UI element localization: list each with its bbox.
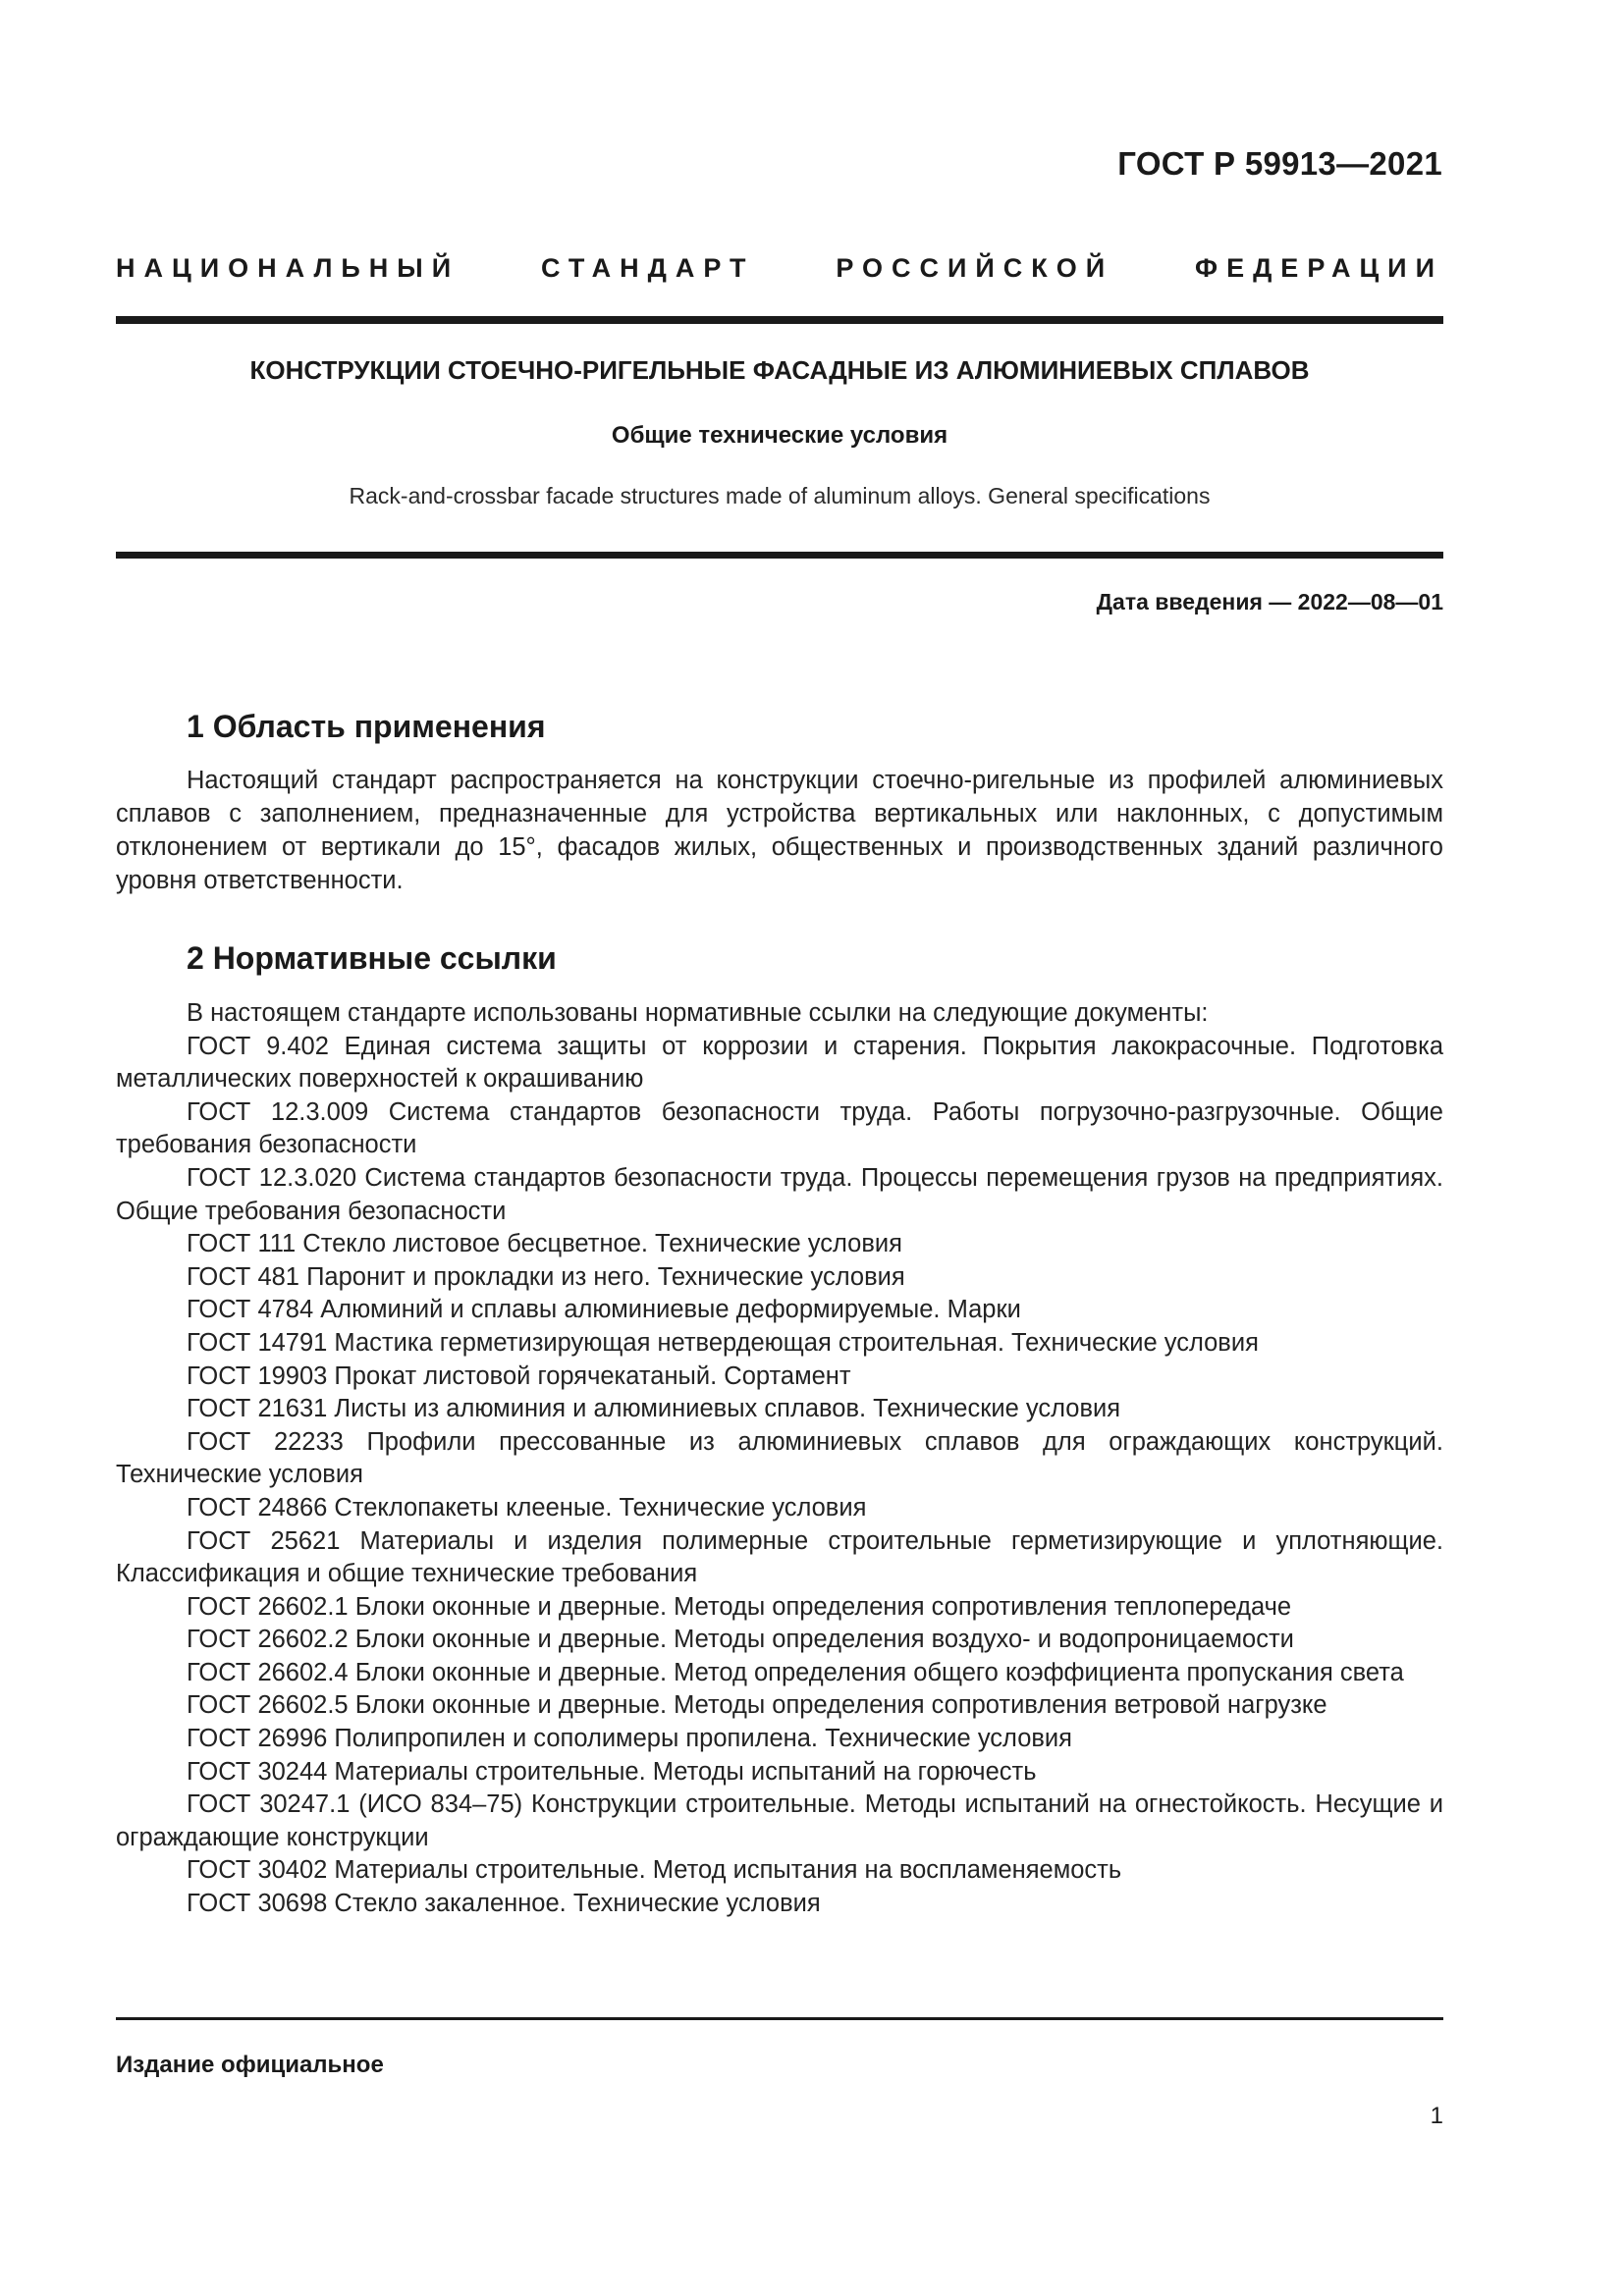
references-intro: В настоящем стандарте использованы нормативные ссылки на следующие документы: [187, 999, 1209, 1027]
reference-item: ГОСТ 26602.1 Блоки оконные и дверные. Методы определения сопротивления теплопередаче [187, 1592, 1292, 1621]
standard-subtitle: Общие технические условия [611, 422, 948, 449]
title-divider [116, 552, 1443, 559]
top-divider [116, 316, 1443, 324]
reference-item: ГОСТ 30402 Материалы строительные. Метод испытания на воспламеняемость [187, 1856, 1122, 1885]
reference-item: ГОСТ 14791 Мастика герметизирующая нетвердеющая строительная. Технические условия [187, 1328, 1259, 1357]
page-number: 1 [1430, 2103, 1443, 2129]
reference-item: ГОСТ 19903 Прокат листовой горячекатаный. Сортамент [187, 1362, 851, 1390]
reference-item: ГОСТ 26996 Полипропилен и сополимеры пропилена. Технические условия [187, 1725, 1072, 1753]
reference-item: ГОСТ 25621 Материалы и изделия полимерные строительные герметизирующие и уплотняющие. Классификация и общие технические требования [116, 1526, 1443, 1588]
document-number: ГОСТ Р 59913—2021 [1117, 145, 1442, 182]
reference-item: ГОСТ 30247.1 (ИСО 834–75) Конструкции строительные. Методы испытаний на огнестойкость. Несущие и ограждающие конструкции [116, 1790, 1443, 1851]
reference-item: ГОСТ 24866 Стеклопакеты клееные. Технические условия [187, 1493, 867, 1522]
normative-references-list [116, 997, 1443, 1921]
section-1-heading: 1 Область применения [187, 709, 546, 744]
reference-item: ГОСТ 30698 Стекло закаленное. Технические условия [187, 1890, 821, 1918]
reference-item: ГОСТ 26602.5 Блоки оконные и дверные. Методы определения сопротивления ветровой нагрузке [187, 1691, 1327, 1720]
reference-item: ГОСТ 30244 Материалы строительные. Методы испытаний на горючесть [187, 1757, 1037, 1786]
reference-item: ГОСТ 12.3.009 Система стандартов безопасности труда. Работы погрузочно-разгрузочные. Общие требования безопасности [116, 1097, 1443, 1159]
section-1-text: Настоящий стандарт распространяется на конструкции стоечно-ригельные из профилей алюминиевых сплавов с заполнением, предназначенные для устройства вертикальных или наклонных, с допустимым отклонением от вертикали до 15°, фасадов жилых, общественных и производственных зданий различного уровня ответственности. [116, 767, 1443, 894]
reference-item: ГОСТ 9.402 Единая система защиты от коррозии и старения. Покрытия лакокрасочные. Подготовка металлических поверхностей к окрашиванию [116, 1032, 1443, 1094]
standard-title: КОНСТРУКЦИИ СТОЕЧНО-РИГЕЛЬНЫЕ ФАСАДНЫЕ ИЗ АЛЮМИНИЕВЫХ СПЛАВОВ [249, 355, 1310, 385]
reference-item: ГОСТ 26602.2 Блоки оконные и дверные. Методы определения воздухо- и водопроницаемости [187, 1626, 1294, 1654]
reference-item: ГОСТ 481 Паронит и прокладки из него. Технические условия [187, 1262, 905, 1291]
reference-item: ГОСТ 21631 Листы из алюминия и алюминиевых сплавов. Технические условия [187, 1395, 1121, 1423]
standard-english-title: Rack-and-crossbar facade structures made of aluminum alloys. General specifications [349, 483, 1211, 508]
official-edition-label: Издание официальное [116, 2052, 384, 2078]
reference-item: ГОСТ 12.3.020 Система стандартов безопасности труда. Процессы перемещения грузов на предприятиях. Общие требования безопасности [116, 1163, 1443, 1225]
section-2-heading: 2 Нормативные ссылки [187, 940, 557, 976]
footer-divider [116, 2017, 1443, 2020]
reference-item: ГОСТ 26602.4 Блоки оконные и дверные. Метод определения общего коэффициента пропускания света [187, 1658, 1404, 1686]
reference-item: ГОСТ 22233 Профили прессованные из алюминиевых сплавов для ограждающих конструкций. Технические условия [116, 1427, 1443, 1489]
reference-item: ГОСТ 4784 Алюминий и сплавы алюминиевые деформируемые. Марки [187, 1296, 1021, 1324]
introduction-date: Дата введения — 2022—08—01 [1096, 589, 1443, 614]
reference-item: ГОСТ 111 Стекло листовое бесцветное. Технические условия [187, 1230, 902, 1258]
national-standard-title: НАЦИОНАЛЬНЫЙ СТАНДАРТ РОССИЙСКОЙ ФЕДЕРАЦИИ [116, 253, 1443, 283]
